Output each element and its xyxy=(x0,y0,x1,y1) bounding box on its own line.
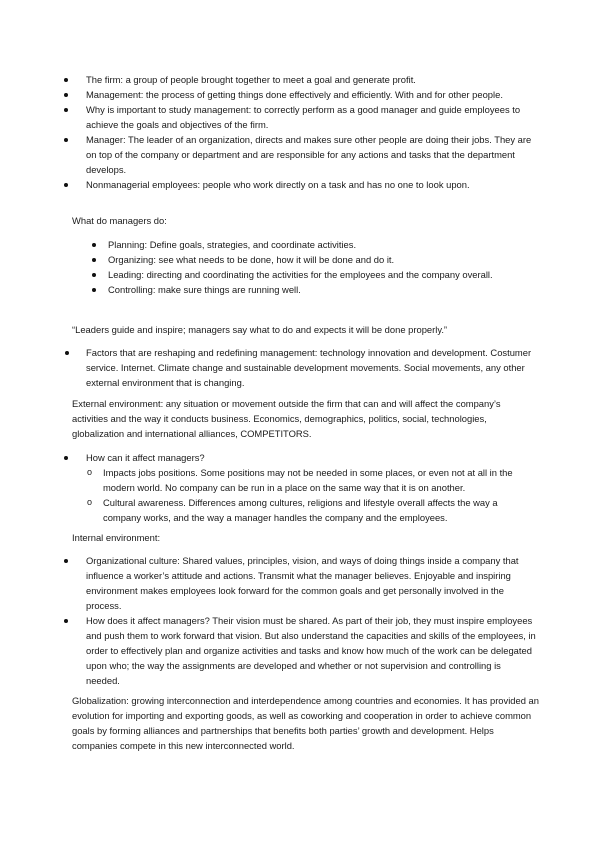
list-item: Nonmanagerial employees: people who work directly on a task and has no one to look upon. xyxy=(86,177,536,192)
managers-do-list xyxy=(108,237,508,297)
managers-do-heading: What do managers do: xyxy=(72,215,167,226)
list-item: o Impacts jobs positions. Some positions may not be needed in some places, or even not at all in the modern world. No company can be run in a place on the same way that it is on another. xyxy=(103,465,533,495)
external-sub-list xyxy=(103,465,533,525)
internal-bullet-list xyxy=(86,553,536,688)
factors-bullet-list xyxy=(86,345,536,390)
internal-environment-heading: Internal environment: xyxy=(72,532,161,543)
list-item: Why is important to study management: to correctly perform as a good manager and guide employees to achieve the goals and objectives of the firm. xyxy=(86,102,536,132)
intro-bullet-list xyxy=(86,72,536,192)
list-item: Leading: directing and coordinating the activities for the employees and the company overall. xyxy=(108,267,508,282)
list-item: Organizational culture: Shared values, principles, vision, and ways of doing things inside a company that influence a worker’s attitude and actions. Transmit what the manager believes. Enjoyable and inspiring environment makes employees look forward for the common goals and get personally involved in the process. xyxy=(86,553,536,613)
list-item: Factors that are reshaping and redefining management: technology innovation and development. Costumer service. Internet. Climate change and sustainable development movements. Social movements, any other external environment that is changing. xyxy=(86,345,536,390)
list-item: How can it affect managers? xyxy=(86,450,536,465)
list-item: The firm: a group of people brought together to meet a goal and generate profit. xyxy=(86,72,536,87)
globalization-paragraph: Globalization: growing interconnection and interdependence among countries and economies. It has provided an evolution for importing and exporting goods, as well as coworking and cooperation in order to achieve common goals by forming alliances and partnerships that benefits both parties’ growth and development. Helps companies compete in this new interconnected world. xyxy=(72,695,539,751)
external-environment-paragraph: External environment: any situation or movement outside the firm that can and will affect the company’s activities and the way it conducts business. Economics, demographics, politics, social, technologies, globalization and international alliances, COMPETITORS. xyxy=(72,398,501,439)
list-item: Organizing: see what needs to be done, how it will be done and do it. xyxy=(108,252,508,267)
list-item: Controlling: make sure things are running well. xyxy=(108,282,508,297)
list-item: Planning: Define goals, strategies, and coordinate activities. xyxy=(108,237,508,252)
leaders-quote: “Leaders guide and inspire; managers say what to do and expects it will be done properly.” xyxy=(72,324,448,335)
list-item: o Cultural awareness. Differences among cultures, religions and lifestyle overall affects the way a company works, and the way a manager handles the company and the employees. xyxy=(103,495,533,525)
list-item: How does it affect managers? Their vision must be shared. As part of their job, they must inspire employees and push them to work forward that vision. But also understand the capacities and skills of the employees, in order to effectively plan and organize activities and tasks and know how much of the work can be delegated upon who; the way the assignments are developed and whether or not supervision and controlling is needed. xyxy=(86,615,536,686)
list-item: Management: the process of getting things done effectively and efficiently. With and for other people. xyxy=(86,87,536,102)
list-item: Manager: The leader of an organization, directs and makes sure other people are doing their jobs. They are on top of the company or department and are responsible for any actions and tasks that the department develops. xyxy=(86,132,536,177)
external-question-list xyxy=(86,450,536,465)
